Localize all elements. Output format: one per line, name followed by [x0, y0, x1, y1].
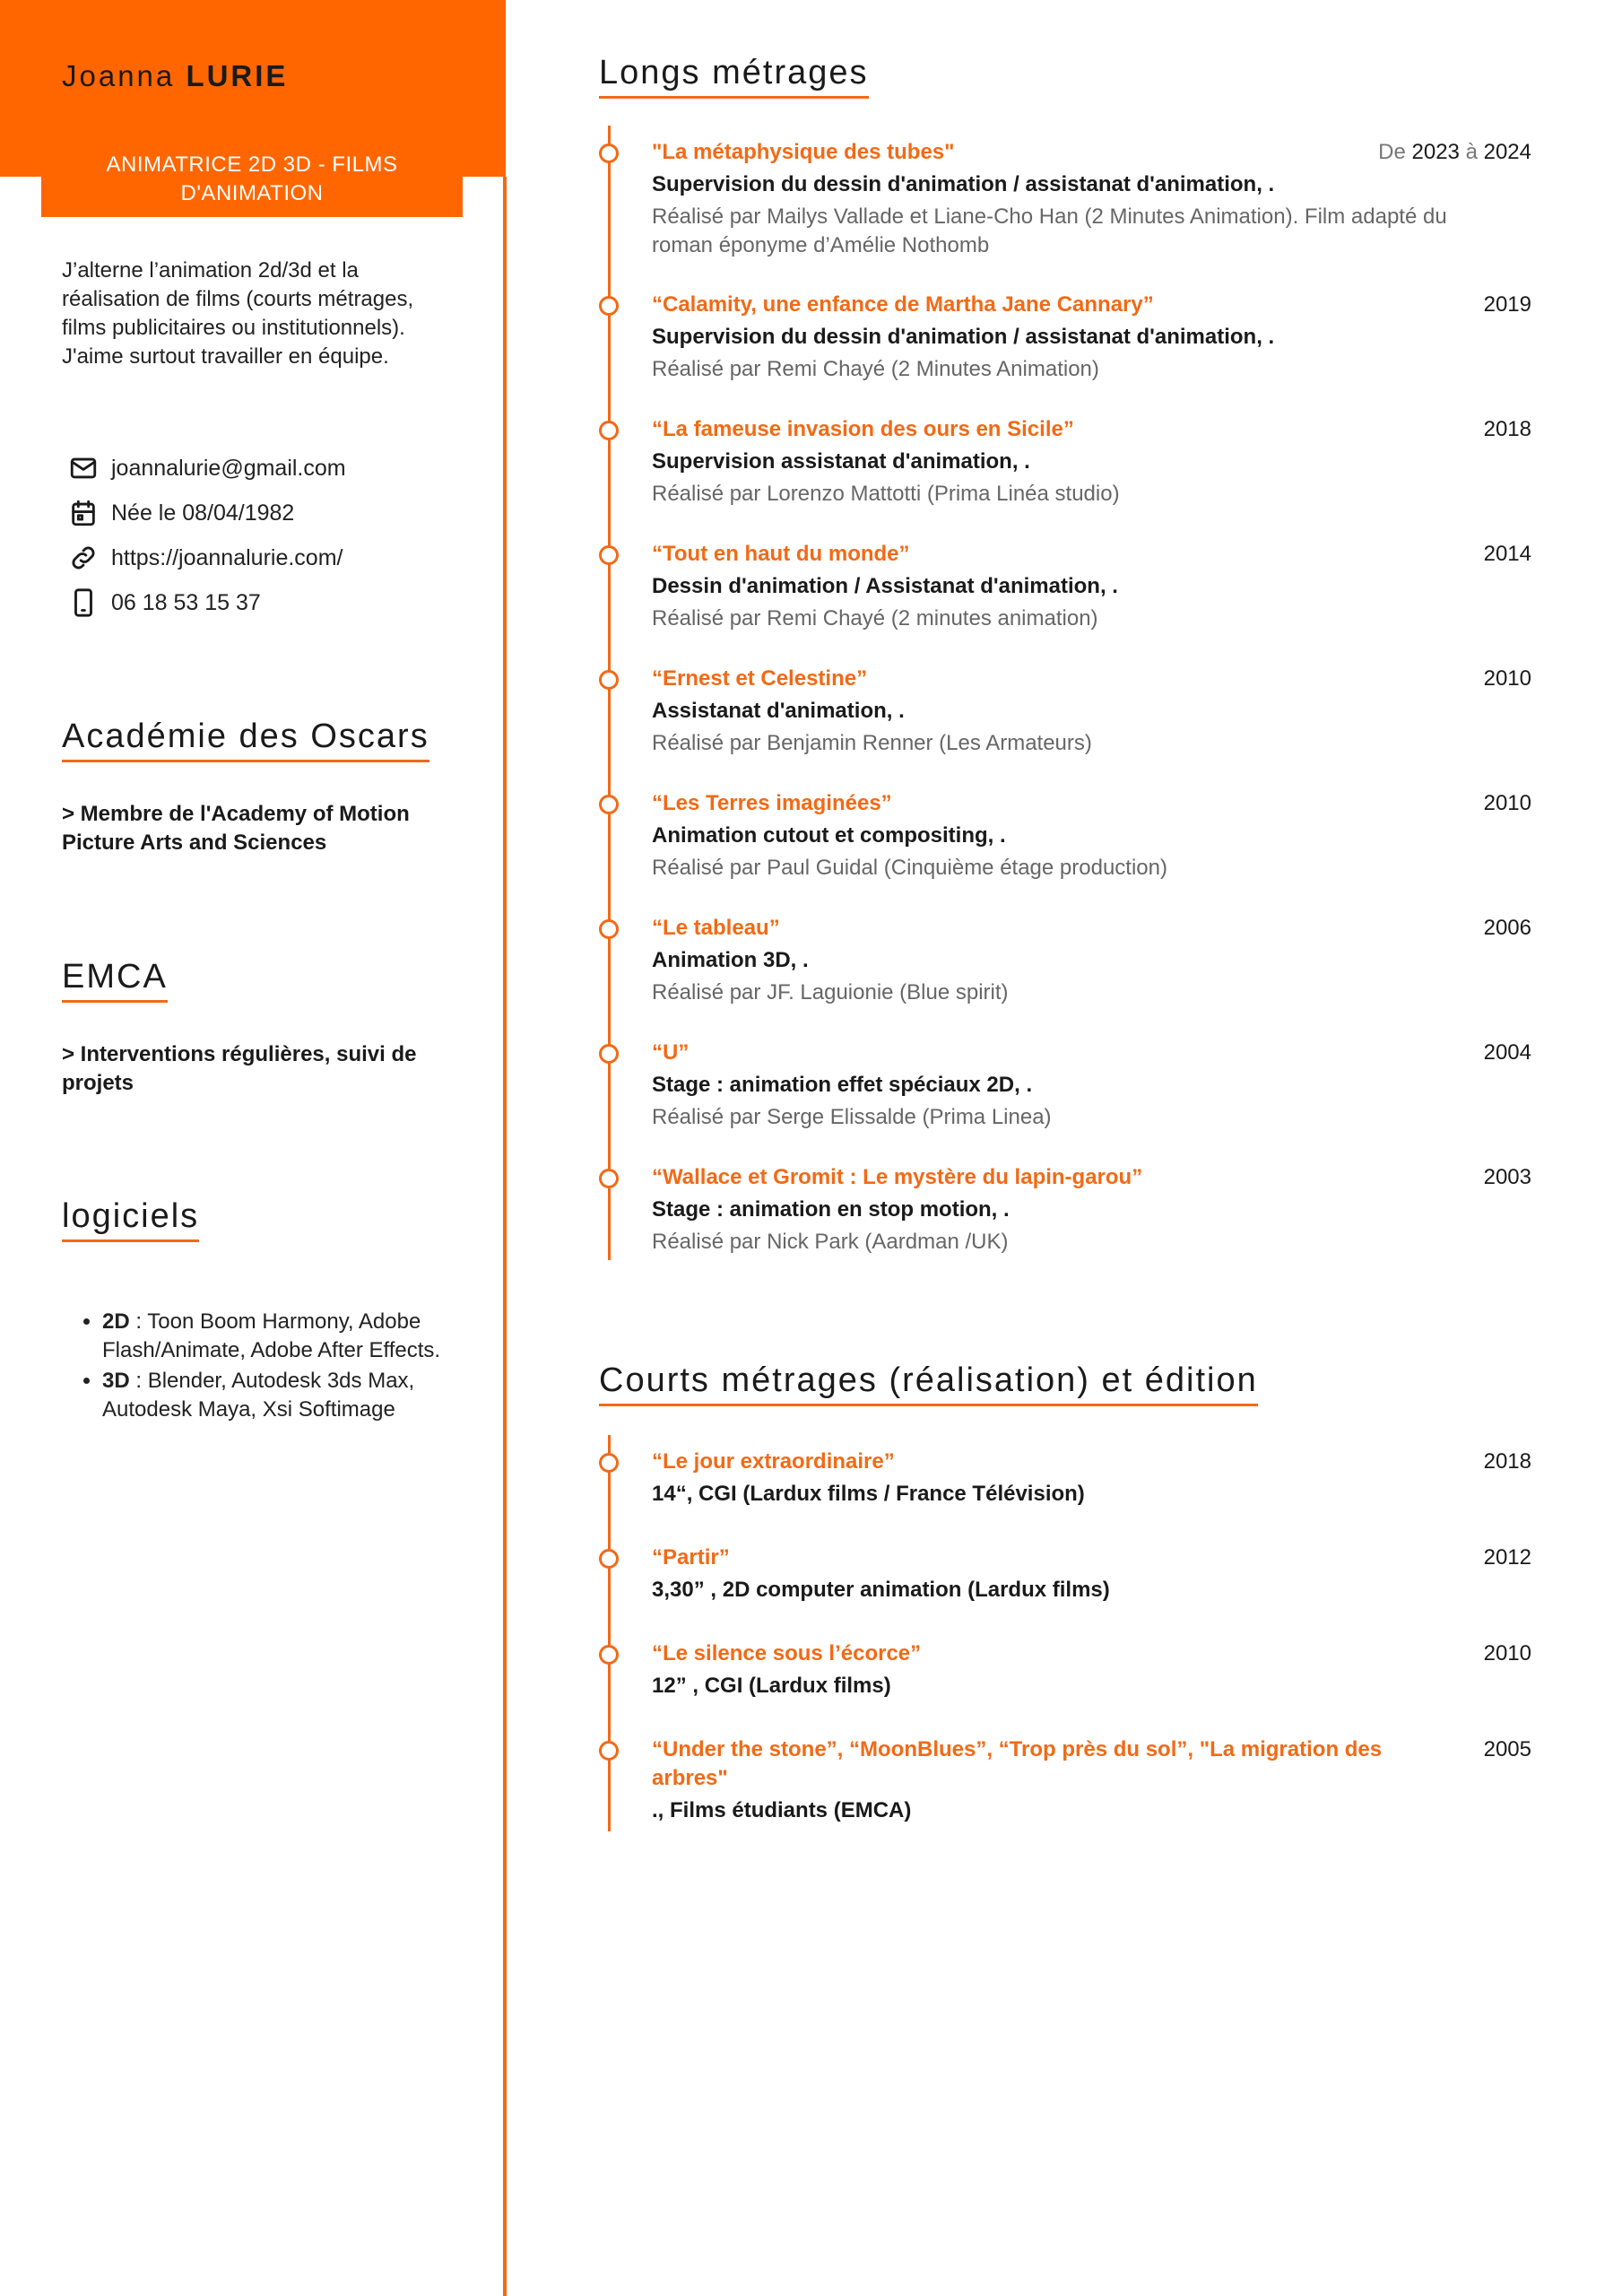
- entry-desc: Réalisé par Mailys Vallade et Liane-Cho Han (2 Minutes Animation). Film adapté du roman éponyme d’Amélie Nothomb: [652, 204, 1447, 257]
- birth-text: Née le 08/04/1982: [111, 500, 295, 526]
- entry-role: 14“, CGI (Lardux films / France Télévision): [652, 1482, 1085, 1506]
- entry-year: 2010: [1483, 666, 1531, 691]
- timeline-dot: [599, 296, 619, 316]
- entry-year: 2005: [1483, 1737, 1531, 1761]
- shorts-title-text: Courts métrages (réalisation) et édition: [599, 1361, 1258, 1399]
- software-title: [62, 1197, 199, 1242]
- entry-title: “Le jour extraordinaire”: [652, 1449, 895, 1474]
- timeline-dot: [599, 421, 619, 440]
- job-title-text: ANIMATRICE 2D 3D - FILMS D'ANIMATION: [106, 152, 398, 205]
- year-to-label: à: [1465, 140, 1478, 164]
- year-from: 2023: [1411, 140, 1460, 164]
- contact-email[interactable]: [68, 446, 472, 491]
- timeline-dot: [599, 1453, 619, 1473]
- entry-year: 2019: [1483, 292, 1531, 317]
- entry-desc: Réalisé par Benjamin Renner (Les Armateurs): [652, 731, 1092, 755]
- job-title: [41, 142, 463, 217]
- website-text: https://joannalurie.com/: [111, 544, 343, 570]
- entry-title: “Tout en haut du monde”: [652, 542, 910, 566]
- entry-desc: Réalisé par Serge Elissalde (Prima Linea): [652, 1105, 1052, 1129]
- entry-role: ., Films étudiants (EMCA): [652, 1798, 912, 1822]
- phone-icon: [68, 587, 99, 618]
- entry-title: “Wallace et Gromit : Le mystère du lapin-garou”: [652, 1165, 1143, 1189]
- year-from-label: De: [1378, 140, 1406, 164]
- contact-website[interactable]: [68, 535, 472, 580]
- software-item: [102, 1308, 479, 1365]
- entry-year: 2004: [1483, 1040, 1531, 1065]
- entry-title: “Calamity, une enfance de Martha Jane Cannary”: [652, 292, 1154, 317]
- entry-role: Stage : animation effet spéciaux 2D, .: [652, 1073, 1033, 1097]
- timeline-dot: [599, 1549, 619, 1569]
- emca-underline: [62, 1000, 168, 1003]
- contact-list: [68, 446, 472, 625]
- oscars-title: [62, 718, 429, 762]
- contact-phone[interactable]: [68, 580, 472, 625]
- entry-year: 2012: [1483, 1545, 1531, 1570]
- entry-title: "La métaphysique des tubes": [652, 140, 955, 164]
- entry-title: “U”: [652, 1040, 690, 1065]
- mail-icon: [68, 453, 99, 483]
- intro-text: J’alterne l’animation 2d/3d et la réalisation de films (courts métrages, films publicitaires ou institutionnels). J'aime surtout travailler en équipe.: [62, 258, 414, 369]
- timeline-line: [608, 1435, 611, 1831]
- last-name: LURIE: [186, 59, 289, 92]
- entry-role: Supervision du dessin d'animation / assistanat d'animation, .: [652, 172, 1275, 196]
- oscars-underline: [62, 760, 429, 762]
- entry-role: Dessin d'animation / Assistanat d'animation, .: [652, 574, 1118, 598]
- entry-year: 2018: [1483, 1449, 1531, 1474]
- entry-year: 2010: [1483, 1641, 1531, 1665]
- features-underline: [599, 96, 869, 99]
- timeline-dot: [599, 545, 619, 565]
- entry-desc: Réalisé par Remi Chayé (2 minutes animation): [652, 606, 1098, 631]
- entry-role: Assistanat d'animation, .: [652, 699, 905, 723]
- shorts-title: [599, 1361, 1258, 1406]
- entry-desc: Réalisé par Remi Chayé (2 Minutes Animation): [652, 357, 1099, 381]
- timeline-dot: [599, 795, 619, 814]
- calendar-icon: [68, 498, 99, 528]
- contact-birth: [68, 491, 472, 535]
- entry-role: Supervision assistanat d'animation, .: [652, 449, 1030, 474]
- entry-role: Animation 3D, .: [652, 948, 809, 972]
- entry-title: “Ernest et Celestine”: [652, 666, 868, 691]
- entry-title: “Les Terres imaginées”: [652, 791, 892, 815]
- timeline-dot: [599, 919, 619, 939]
- timeline-dot: [599, 1741, 619, 1761]
- software-item: [102, 1367, 479, 1424]
- software-underline: [62, 1239, 199, 1242]
- software-label: 3D: [102, 1369, 130, 1393]
- entry-role: Animation cutout et compositing, .: [652, 823, 1006, 848]
- oscars-title-text: Académie des Oscars: [62, 718, 429, 755]
- entry-role: Supervision du dessin d'animation / assistanat d'animation, .: [652, 325, 1275, 349]
- software-label: 2D: [102, 1309, 130, 1334]
- features-title: [599, 54, 869, 99]
- shorts-underline: [599, 1404, 1258, 1406]
- phone-text: 06 18 53 15 37: [111, 589, 261, 615]
- entry-title: “La fameuse invasion des ours en Sicile”: [652, 417, 1074, 441]
- software-title-text: logiciels: [62, 1197, 200, 1235]
- software-list: [63, 1308, 479, 1426]
- entry-role: 3,30” , 2D computer animation (Lardux films): [652, 1578, 1110, 1602]
- features-title-text: Longs métrages: [599, 54, 869, 91]
- link-icon: [68, 543, 99, 573]
- entry-year: [1378, 138, 1531, 167]
- entry-year: 2018: [1483, 417, 1531, 441]
- email-text: joannalurie@gmail.com: [111, 455, 346, 481]
- entry-year: 2003: [1483, 1165, 1531, 1189]
- entry-desc: Réalisé par Lorenzo Mattotti (Prima Linéa studio): [652, 482, 1120, 506]
- entry-role: 12” , CGI (Lardux films): [652, 1674, 891, 1698]
- entry-title: “Le tableau”: [652, 916, 780, 940]
- column-divider: [503, 177, 507, 2296]
- timeline-dot: [599, 670, 619, 690]
- entry-desc: Réalisé par JF. Laguionie (Blue spirit): [652, 980, 1009, 1004]
- timeline-dot: [599, 1044, 619, 1064]
- entry-desc: Réalisé par Paul Guidal (Cinquième étage production): [652, 856, 1167, 880]
- timeline-dot: [599, 1169, 619, 1188]
- entry-title: “Partir”: [652, 1545, 730, 1570]
- software-text: : Toon Boom Harmony, Adobe Flash/Animate, Adobe After Effects.: [102, 1309, 441, 1362]
- entry-year: 2006: [1483, 916, 1531, 940]
- timeline-dot: [599, 1645, 619, 1665]
- candidate-name: [62, 59, 288, 93]
- entry-year: 2010: [1483, 791, 1531, 815]
- shorts-timeline: [599, 1435, 1531, 1839]
- entry-role: Stage : animation en stop motion, .: [652, 1197, 1010, 1222]
- oscars-text: > Membre de l'Academy of Motion Picture Arts and Sciences: [62, 802, 410, 855]
- emca-text: > Interventions régulières, suivi de projets: [62, 1042, 417, 1095]
- entry-year: 2014: [1483, 542, 1531, 566]
- entry-title: “Under the stone”, “MoonBlues”, “Trop près du sol”, "La migration des arbres": [652, 1737, 1383, 1790]
- emca-title: [62, 958, 168, 1003]
- entry-desc: Réalisé par Nick Park (Aardman /UK): [652, 1230, 1009, 1254]
- software-text: : Blender, Autodesk 3ds Max, Autodesk Maya, Xsi Softimage: [102, 1369, 415, 1422]
- first-name: Joanna: [62, 59, 176, 92]
- entry-title: “Le silence sous l’écorce”: [652, 1641, 922, 1665]
- year-to: 2024: [1483, 140, 1531, 164]
- features-timeline: [599, 126, 1531, 1265]
- timeline-dot: [599, 144, 619, 163]
- emca-title-text: EMCA: [62, 958, 168, 996]
